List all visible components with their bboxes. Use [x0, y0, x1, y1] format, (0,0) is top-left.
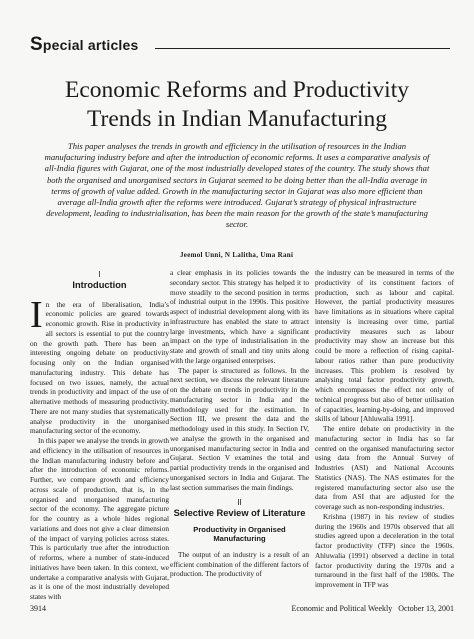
- paragraph: Krishna (1987) in his review of studies during the 1960s and 1970s observed that all studies agreed upon a deceleration in the total factor productivity (TFP) since the 1960s. Ahluwalia (1991) observed a decline in total factor productivity during the 1970s and a turnaround in the first half of the 1980s. The improvement in TFP was: [315, 511, 454, 589]
- column-2: [170, 268, 309, 579]
- journal-citation: Economic and Political Weekly October 13, 2001: [291, 604, 454, 613]
- section-label: [30, 34, 139, 56]
- drop-cap: I: [30, 293, 43, 336]
- section-number: II: [237, 498, 242, 508]
- article-title-line-2: Trends in Indian Manufacturing: [86, 106, 387, 132]
- column-1: [30, 268, 169, 602]
- subsection-title: Productivity in Organised Manufacturing: [193, 524, 286, 544]
- page-number: 3914: [30, 604, 46, 613]
- section-title: Selective Review of Literature: [173, 508, 306, 518]
- column-3: [315, 268, 454, 590]
- paragraph: the industry can be measured in terms of the productivity of its constituent factors of production, such as labour and capital. However, the partial productivity measures have limitations as in situations where capital intensity is increasing over time, partial productivity measures such as labour productivity may show an increase but this could be more a reflection of rising capital-labour ratios rather than pure productivity increases. This problem is resolved by analysing total factor productivity growth, which encompasses the effect not only of technical progress but also of better utilisation of capacities, learning-by-doing, and improved skills of labour [Ahluwalia 1991].: [315, 268, 454, 424]
- article-title-line-1: Economic Reforms and Productivity: [65, 77, 409, 103]
- abstract: This paper analyses the trends in growth and efficiency in the utilisation of resources in the Indian manufacturing industry before and after the introduction of economic reforms. It uses a comparative analysis of all-India figures with Gujarat, one of the most industrially developed states of the country. The study shows that both the organised and unorganised sectors in Gujarat seemed to be doing better than the all-India average in terms of growth of value added. Growth in the manufacturing sector in Gujarat was also more efficient than average all-India growth after the reforms were introduced. Gujarat’s strategy of physical infrastructure development, leading to industrialisation, has been the main reason for the growth of the state’s manufacturing sector.: [44, 141, 430, 230]
- paragraph: The entire debate on productivity in the manufacturing sector in India has so far centred on the organised manufacturing sector using data from the Annual Survey of Industries (ASI) and National Accounts Statistics (NAS). The NAS estimates for the registered manufacturing sector also use the data from ASI that are adjusted for the coverage such as non-responding industries.: [315, 424, 454, 511]
- section-header: [30, 34, 450, 58]
- paragraph: The paper is structured as follows. In the next section, we discuss the relevant literature on the debate on trends in productivity in the manufacturing sector in India and the methodology used for the estimation. In Section III, we present the data and the methodology used in this study. In Section IV, we analyse the growth in the organised and unorganised manufacturing sector in India and Gujarat. Section V examines the total and partial productivity trends in the organised and unorganised sectors in India and Gujarat. The last section summarises the main findings.: [170, 365, 309, 492]
- section-title: Introduction: [72, 279, 127, 290]
- header-rule: [155, 48, 450, 49]
- paragraph-text: n the era of liberalisation, India’s economic policies are geared towards economic growth. Rise in productivity in all sectors is essential to put the country on the growth path. There has been an interesting ongoing debate on productivity focusing only on the Indian organised manufacturing industry. This debate has focused on two issues, namely, the actual trends in productivity and impact of the use of alternative methods of measuring productivity. There are not many studies that systematically analyse productivity in the unorganised manufacturing sector of the economy.: [30, 299, 169, 436]
- article-title: [20, 76, 454, 134]
- authors: Jeemol Unni, N Lalitha, Uma Rani: [180, 251, 294, 259]
- paragraph: In this paper we analyse the trends in growth and efficiency in the utilisation of resources in the Indian manufacturing industry before and after the introduction of economic reforms. Further, we compare growth and efficiency across scale of production, that is, in the organised and unorganised manufacturing sector of the economy. The aggregate picture for the country as a whole hides regional variations and does not give a clear dimension of the impact of varying policies across states. This is particularly true after the introduction of reforms, where a number of state-induced initiatives have been taken. In this context, we undertake a comparative analysis with Gujarat, as it is one of the most industrially developed states with: [30, 436, 169, 601]
- paragraph: The output of an industry is a result of an efficient combination of the different factors of production. The productivity of: [170, 549, 309, 579]
- paragraph: a clear emphasis in its policies towards the secondary sector. This strategy has helped it to move steadily to the second position in terms of industrial output in the 1990s. This positive aspect of industrial development along with its infrastructure has enabled the state to attract large investments, which have a significant impact on the type of industrialisation in the state and growth of small and tiny units along with the large organised enterprises.: [170, 268, 309, 365]
- section-initial: S: [30, 34, 43, 55]
- paragraph: [30, 293, 169, 437]
- section-number: I: [98, 270, 101, 279]
- section-label-rest: pecial articles: [42, 37, 139, 53]
